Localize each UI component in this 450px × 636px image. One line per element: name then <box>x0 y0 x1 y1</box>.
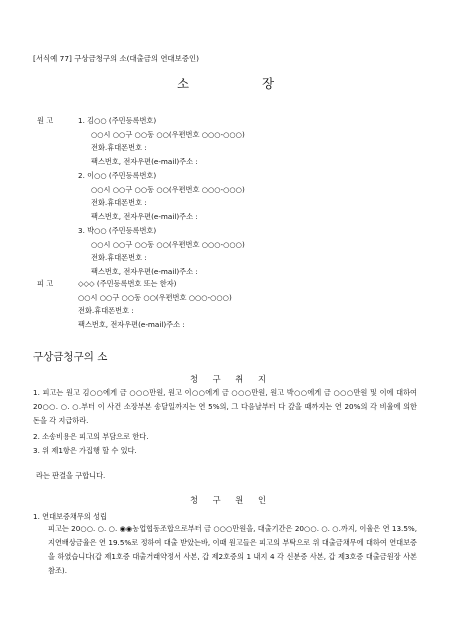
form-number: [서식예 77] 구상금청구의 소(대출금의 연대보증인) <box>33 54 199 63</box>
claim-cause-heading: 청 구 원 인 <box>190 495 272 505</box>
plaintiff-1-fax: 팩스번호, 전자우편(e-mail)주소 : <box>91 157 198 166</box>
claim-purpose-heading: 청 구 취 지 <box>190 374 272 384</box>
plaintiff-2-fax: 팩스번호, 전자우편(e-mail)주소 : <box>91 212 198 221</box>
defendant-fax: 팩스번호, 전자우편(e-mail)주소 : <box>78 320 185 329</box>
plaintiff-3-phone: 전화․휴대폰번호 : <box>91 253 147 262</box>
plaintiff-1-phone: 전화․휴대폰번호 : <box>91 143 147 152</box>
plaintiff-1-address: ○○시 ○○구 ○○동 ○○(우편번호 ○○○-○○○) <box>91 130 245 139</box>
plaintiff-1-name: 1. 김○○ (주민등록번호) <box>78 116 157 125</box>
defendant-phone: 전화․휴대폰번호 : <box>78 306 134 315</box>
cause-subheading: 1. 연대보증채무의 성립 <box>33 512 107 521</box>
defendant-name: ◇◇◇ (주민등록번호 또는 한자) <box>78 279 177 288</box>
claim-item-1: 1. 피고는 원고 김○○에게 금 ○○○만원, 원고 이○○에게 금 ○○○만원, 원고 박○○에게 금 ○○○만원 및 이에 대하여 20○○. ○. ○.부터 이 사건 소장부본 송달일까지는 연 5%의, 그 다음날부터 다 갚을 때까지는 연 20%의 각 비율에 의한 돈을 각 지급하라. <box>33 388 417 425</box>
plaintiff-2-phone: 전화․휴대폰번호 : <box>91 198 147 207</box>
defendant-address: ○○시 ○○구 ○○동 ○○(우편번호 ○○○-○○○) <box>78 293 232 302</box>
title-right-char: 장 <box>262 76 275 91</box>
plaintiff-3-name: 3. 박○○ (주민등록번호) <box>78 226 157 235</box>
claim-item-3: 3. 위 제1항은 가집행 할 수 있다. <box>33 446 137 455</box>
plaintiff-label: 원 고 <box>37 116 54 125</box>
plaintiff-3-address: ○○시 ○○구 ○○동 ○○(우편번호 ○○○-○○○) <box>91 240 245 249</box>
title-left-char: 소 <box>177 76 190 91</box>
judgment-request: 라는 판결을 구합니다. <box>36 471 106 480</box>
plaintiff-2-address: ○○시 ○○구 ○○동 ○○(우편번호 ○○○-○○○) <box>91 185 245 194</box>
defendant-label: 피 고 <box>37 279 54 288</box>
plaintiff-3-fax: 팩스번호, 전자우편(e-mail)주소 : <box>91 267 198 276</box>
case-title: 구상금청구의 소 <box>33 351 108 363</box>
claim-item-2: 2. 소송비용은 피고의 부담으로 한다. <box>33 432 149 441</box>
plaintiff-2-name: 2. 이○○ (주민등록번호) <box>78 171 157 180</box>
cause-paragraph: 피고는 20○○. ○. ○. ◉◉농업협동조합으로부터 금 ○○○만원을, 대출기간은 20○○. ○. ○.까지, 이율은 연 13.5%, 지연배상금율은 연 19.5%로 정하여 대출 받았는바, 이때 원고들은 피고의 부탁으로 위 대출금채무에 대하여 연대보증을 하였습니다(갑 제1호증 대출거래약정서 사본, 갑 제2호증의 1 내지 4 각 신분증 사본, 갑 제3호증 대출금원장 사본 참조). <box>48 524 417 575</box>
